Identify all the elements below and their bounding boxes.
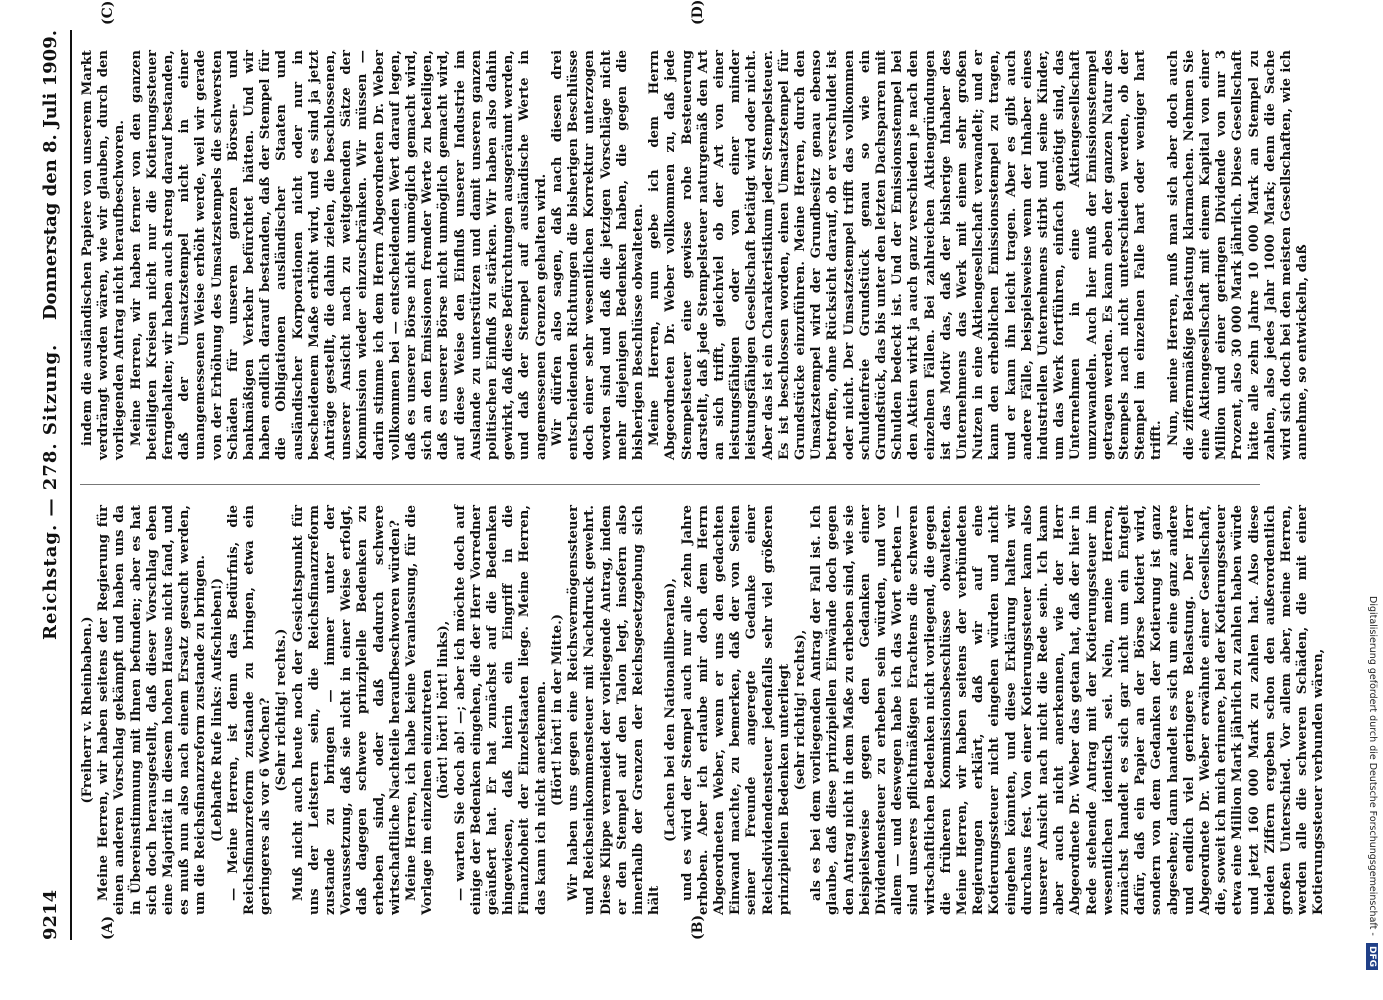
session-date: Donnerstag den 8. Juli 1909. (40, 30, 61, 321)
paragraph: als es bei dem vorliegenden Antrag der Fall ist. Ich glaube, daß diese prinzipiellen Einwände doch gegen den Antrag nicht in dem Maße zu erheben sind, wie sie beispielsweise gegen den Gedanken einer Dividendensteuer zu erheben sein würden, und vor allem — und deswegen habe ich das Wort erbeten — sind unseres pflichtmäßigen Erachtens die schweren wirtschaftlichen Bedenken nicht vorliegend, die gegen die früheren Kommissionsbeschlüsse obwalteten. Meine Herren, wir haben seitens der verbündeten Regierungen erklärt, daß wir auf eine Kotierungssteuer nicht eingehen würden und nicht eingehen könnten, und diese Erklärung halten wir durchaus fest. Von einer Kotierungssteuer kann also unserer Ansicht nach nicht die Rede sein. Ich kann aber auch nicht anerkennen, wie der Herr Abgeordnete Dr. Weber das getan hat, daß der hier in Rede stehende Antrag mit der Kotierungssteuer im wesentlichen identisch sei. Nein, meine Herren, zunächst handelt es sich gar nicht um ein Entgelt dafür, daß ein Papier an der Börse kotiert wird, sondern von dem Gedanken der Kotierung ist ganz abgesehen; dann handelt es sich um eine ganz andere und endlich viel geringere Belastung. Der Herr Abgeordnete Dr. Weber erwähnte einer Gesellschaft, die, soweit ich mich erinnere, bei der Kotierungssteuer etwa eine Million Mark jährlich zu zahlen haben würde und jetzt 160 000 Mark zu zahlen hat. Also diese beiden Ziffern ergeben schon den außerordentlich großen Unterschied. Vor allem aber, meine Herren, werden alle die schweren Schäden, die mit einer Kotierungssteuer verbunden wären, (809, 505, 1327, 915)
interjection: (Hört! hört! in der Mitte.) (549, 613, 565, 807)
page-number: 9214 (40, 889, 61, 940)
interjection: (Lebhafte Rufe links: Aufschieben!) (209, 578, 225, 842)
right-column (80, 50, 1311, 460)
left-column (80, 505, 1327, 915)
digitization-credit (1360, 40, 1378, 970)
paragraph: Muß nicht auch heute noch der Gesichtspunkt für uns der Leitstern sein, die Reichsfinanzreform zustande zu bringen — immer unter der Voraussetzung, daß sie nicht in einer Weise erfolgt, daß dagegen schwere prinzipielle Bedenken zu erheben sind, oder daß dadurch schwere wirtschaftliche Nachteile heraufbeschworen würden? (290, 505, 403, 915)
session-title: Reichstag. — 278. Sitzung. (40, 343, 61, 640)
page-header (40, 30, 68, 940)
interjection: (Lachen bei den Nationalliberalen), (663, 578, 679, 842)
header-rule (70, 30, 72, 940)
margin-marker-d: (D) (690, 0, 706, 25)
interjection: (Sehr richtig! rechts.) (274, 628, 290, 792)
margin-marker-c: (C) (100, 0, 116, 25)
paragraph: indem die ausländischen Papiere von unserem Markt verdrängt worden wären, wie wir glauben, durch den vorliegenden Antrag nicht heraufbeschworen. (80, 50, 128, 460)
paragraph: Meine Herren, nun gebe ich dem Herrn Abgeordneten Dr. Weber vollkommen zu, daß jede Stempelsteuer eine gewisse rohe Besteuerung darstellt, daß jede Stempelsteuer naturgemäß den Art an sich trifft, gleichviel ob der Art von einer leistungsfähigen oder von einer minder leistungsfähigen Gesellschaft betätigt wird oder nicht. Aber das ist ein Charakteristikum jeder Stempelsteuer. Es ist beschlossen worden, einen Umsatzstempel für Grundstücke einzuführen. Meine Herren, durch den Umsatzstempel wird der Grundbesitz genau ebenso betroffen, ohne Rücksicht darauf, ob er verschuldet ist oder nicht. Der Umsatzstempel trifft das vollkommen schuldenfreie Grundstück genau so wie ein Grundstück, das bis unter den letzten Dachsparren mit Schulden bedeckt ist. Und der Emissionsstempel bei den Aktien wirkt ja auch ganz verschieden je nach den einzelnen Fällen. Bei zahlreichen Aktiengründungen ist das Motiv das, daß der bisherige Inhaber des Unternehmens das Werk mit einem sehr großen Nutzen in eine Aktiengesellschaft verwandelt; und er kann den erheblichen Emissionsstempel zu tragen, und er kann ihn leicht tragen. Aber es gibt auch andere Fälle, beispielsweise wenn der Inhaber eines industriellen Unternehmens stirbt und seine Kinder, um das Werk fortführen, einfach genötigt sind, das Unternehmen in eine Aktiengesellschaft umzuwandeln. Auch hier muß der Emissionsstempel getragen werden. Es kann eben der ganzen Natur des Stempels nach nicht unterschieden werden, ob der Stempel im einzelnen Falle hart oder weniger hart trifft. (647, 50, 1165, 460)
paragraph: Meine Herren, ich habe keine Veranlassung, für die Vorlage im einzelnen einzutreten (404, 505, 436, 915)
paragraph: Wir dürfen also sagen, daß nach diesen drei entscheidenden Richtungen die bisherigen Beschlüsse doch einer sehr wesentlichen Korrektur unterzogen worden sind und daß die jetzigen Vorschläge nicht mehr diejenigen Bedenken haben, die gegen die bisherigen Beschlüsse obwalteten. (549, 50, 646, 460)
dfg-logo: DFG (1366, 943, 1378, 970)
paragraph: Meine Herren, wir haben ferner von den ganzen beteiligten Kreisen nicht nur die Kotierungssteuer ferngehalten; wir haben auch streng darauf bestanden, daß der Umsatzstempel nicht in einer unangemessenen Weise erhöht werde, weil wir gerade von der Erhöhung des Umsatzstempels die schwersten Schäden für unseren ganzen Börsen- und bankmäßigen Verkehr befürchtet hätten. Und wir haben endlich darauf bestanden, daß der Stempel für die Obligationen ausländischer Staaten und ausländischer Korporationen nicht oder nur in bescheidenem Maße erhöht wird, und es sind ja jetzt Anträge gestellt, die dahin zielen, die beschlossenen, unserer Ansicht nach zu weitgehenden Sätze der Kommission wieder einzuschränken. Wir müssen — darin stimme ich dem Herrn Abgeordneten Dr. Weber vollkommen bei — entscheidenden Wert darauf legen, daß es unserer Börse nicht unmöglich gemacht wird, sich an den Emissionen fremder Werte zu beteiligen, daß es unserer Börse nicht unmöglich gemacht wird, auf diese Weise den Einfluß unserer Industrie im Auslande zu unterstützen und damit unseren ganzen politischen Einfluß zu stärken. Wir haben also dahin gewirkt, daß diese Befürchtungen ausgeräumt werden, und daß der Stempel auf ausländische Werte in angemessenen Grenzen gehalten wird. (128, 50, 549, 460)
column-divider (80, 484, 1260, 485)
interjection: (hört! hört! hört! links), (436, 620, 452, 800)
paragraph: (Freiherr v. Rheinbaben.) (80, 616, 95, 804)
paragraph: und es wird der Stempel auch nur alle zehn Jahre erhoben. Aber ich erlaube mir doch dem Herrn Abgeordneten Weber, wenn er uns den gedachten Einwand machte, zu bemerken, daß der von Seiten seiner Freunde angeregte Gedanke einer Reichsdividendensteuer jedenfalls sehr viel größeren prinzipiellen Bedenken unterliegt (679, 505, 792, 915)
paragraph: Meine Herren, wir haben seitens der Regierung für einen anderen Vorschlag gekämpft und haben uns da in Übereinstimmung mit Ihnen befunden; aber es hat sich doch herausgestellt, daß dieser Vorschlag eben eine Majorität in diesem hohen Hause nicht fand, und es muß nun also nach einem Ersatz gesucht werden, um die Reichsfinanzreform zustande zu bringen. (96, 505, 209, 915)
credit-text: Digitalisierung gefördert durch die Deutsche Forschungsgemeinschaft - (1367, 596, 1378, 936)
paragraph: Nun, meine Herren, muß man sich aber doch auch die ziffernmäßige Belastung klarmachen. Nehmen Sie eine Aktiengesellschaft mit einem Kapital von einer Million und einer geringen Dividende von nur 3 Prozent, also 30 000 Mark jährlich. Diese Gesellschaft hätte alle zehn Jahre 10 000 Mark an Stempel zu zahlen, also jedes Jahr 1000 Mark; denn die Sache wird sich doch bei den meisten Gesellschaften, wie ich annehme, so entwickeln, daß (1165, 50, 1311, 460)
margin-marker-a: (A) (100, 915, 116, 940)
paragraph: — Meine Herren, ist denn das Bedürfnis, die Reichsfinanzreform zustande zu bringen, etwa ein geringeres als vor 6 Wochen? (225, 505, 274, 915)
margin-marker-b: (B) (690, 914, 706, 940)
interjection: (sehr richtig! rechts), (792, 629, 808, 791)
paragraph: — warten Sie doch ab! —; aber ich möchte doch auf einige der Bedenken eingehen, die der Herr Vorredner geäußert hat. Er hat zunächst auf die Bedenken hingewiesen, daß hierin ein Eingriff in die Finanzhoheit der Einzelstaaten liege. Meine Herren, das kann ich nicht anerkennen. (452, 505, 549, 915)
paragraph: Wir haben uns gegen eine Reichsvermögenssteuer und Reichseinkommensteuer mit Nachdruck gewehrt. Diese Klippe vermeidet der vorliegende Antrag, indem er den Stempel auf den Talon legt, insofern also innerhalb der Grenzen der Reichsgesetzgebung sich hält (566, 505, 663, 915)
